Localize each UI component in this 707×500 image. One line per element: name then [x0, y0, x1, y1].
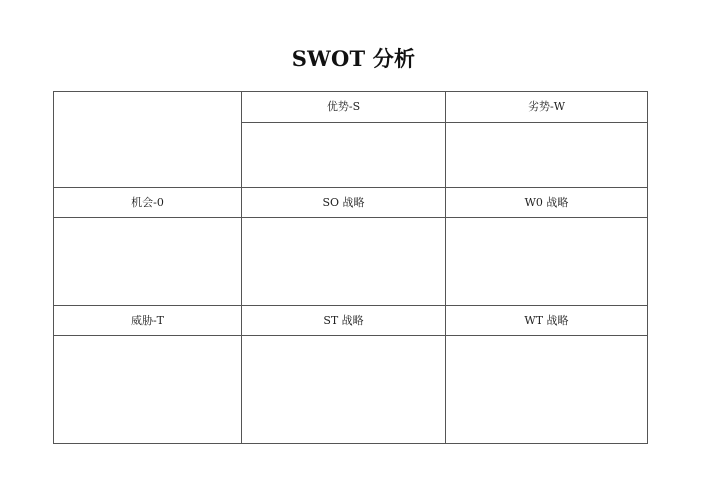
strengths-content-cell[interactable]	[242, 123, 445, 187]
threats-row-top	[54, 305, 647, 306]
wt-strategy-content-cell[interactable]	[446, 336, 647, 443]
wo-strategy-label: W0 战略	[524, 196, 569, 209]
so-strategy-content-cell[interactable]	[242, 218, 445, 305]
strengths-header: 优势-S	[326, 100, 361, 113]
weaknesses-content-cell[interactable]	[446, 123, 647, 187]
st-strategy-label: ST 战略	[323, 314, 364, 327]
opportunities-content-cell[interactable]	[54, 218, 241, 305]
corner-cell	[54, 92, 241, 187]
so-strategy-label: SO 战略	[322, 196, 365, 209]
threats-label: 威胁-T	[130, 314, 165, 327]
opportunities-label: 机会-0	[131, 196, 164, 209]
weaknesses-header: 劣势-W	[527, 100, 566, 113]
wt-strategy-label: WT 战略	[524, 314, 569, 327]
page-title: SWOT 分析	[291, 46, 416, 71]
wo-strategy-content-cell[interactable]	[446, 218, 647, 305]
threats-content-cell[interactable]	[54, 336, 241, 443]
swot-table	[53, 91, 648, 444]
st-strategy-content-cell[interactable]	[242, 336, 445, 443]
opportunities-row-top	[54, 187, 647, 188]
